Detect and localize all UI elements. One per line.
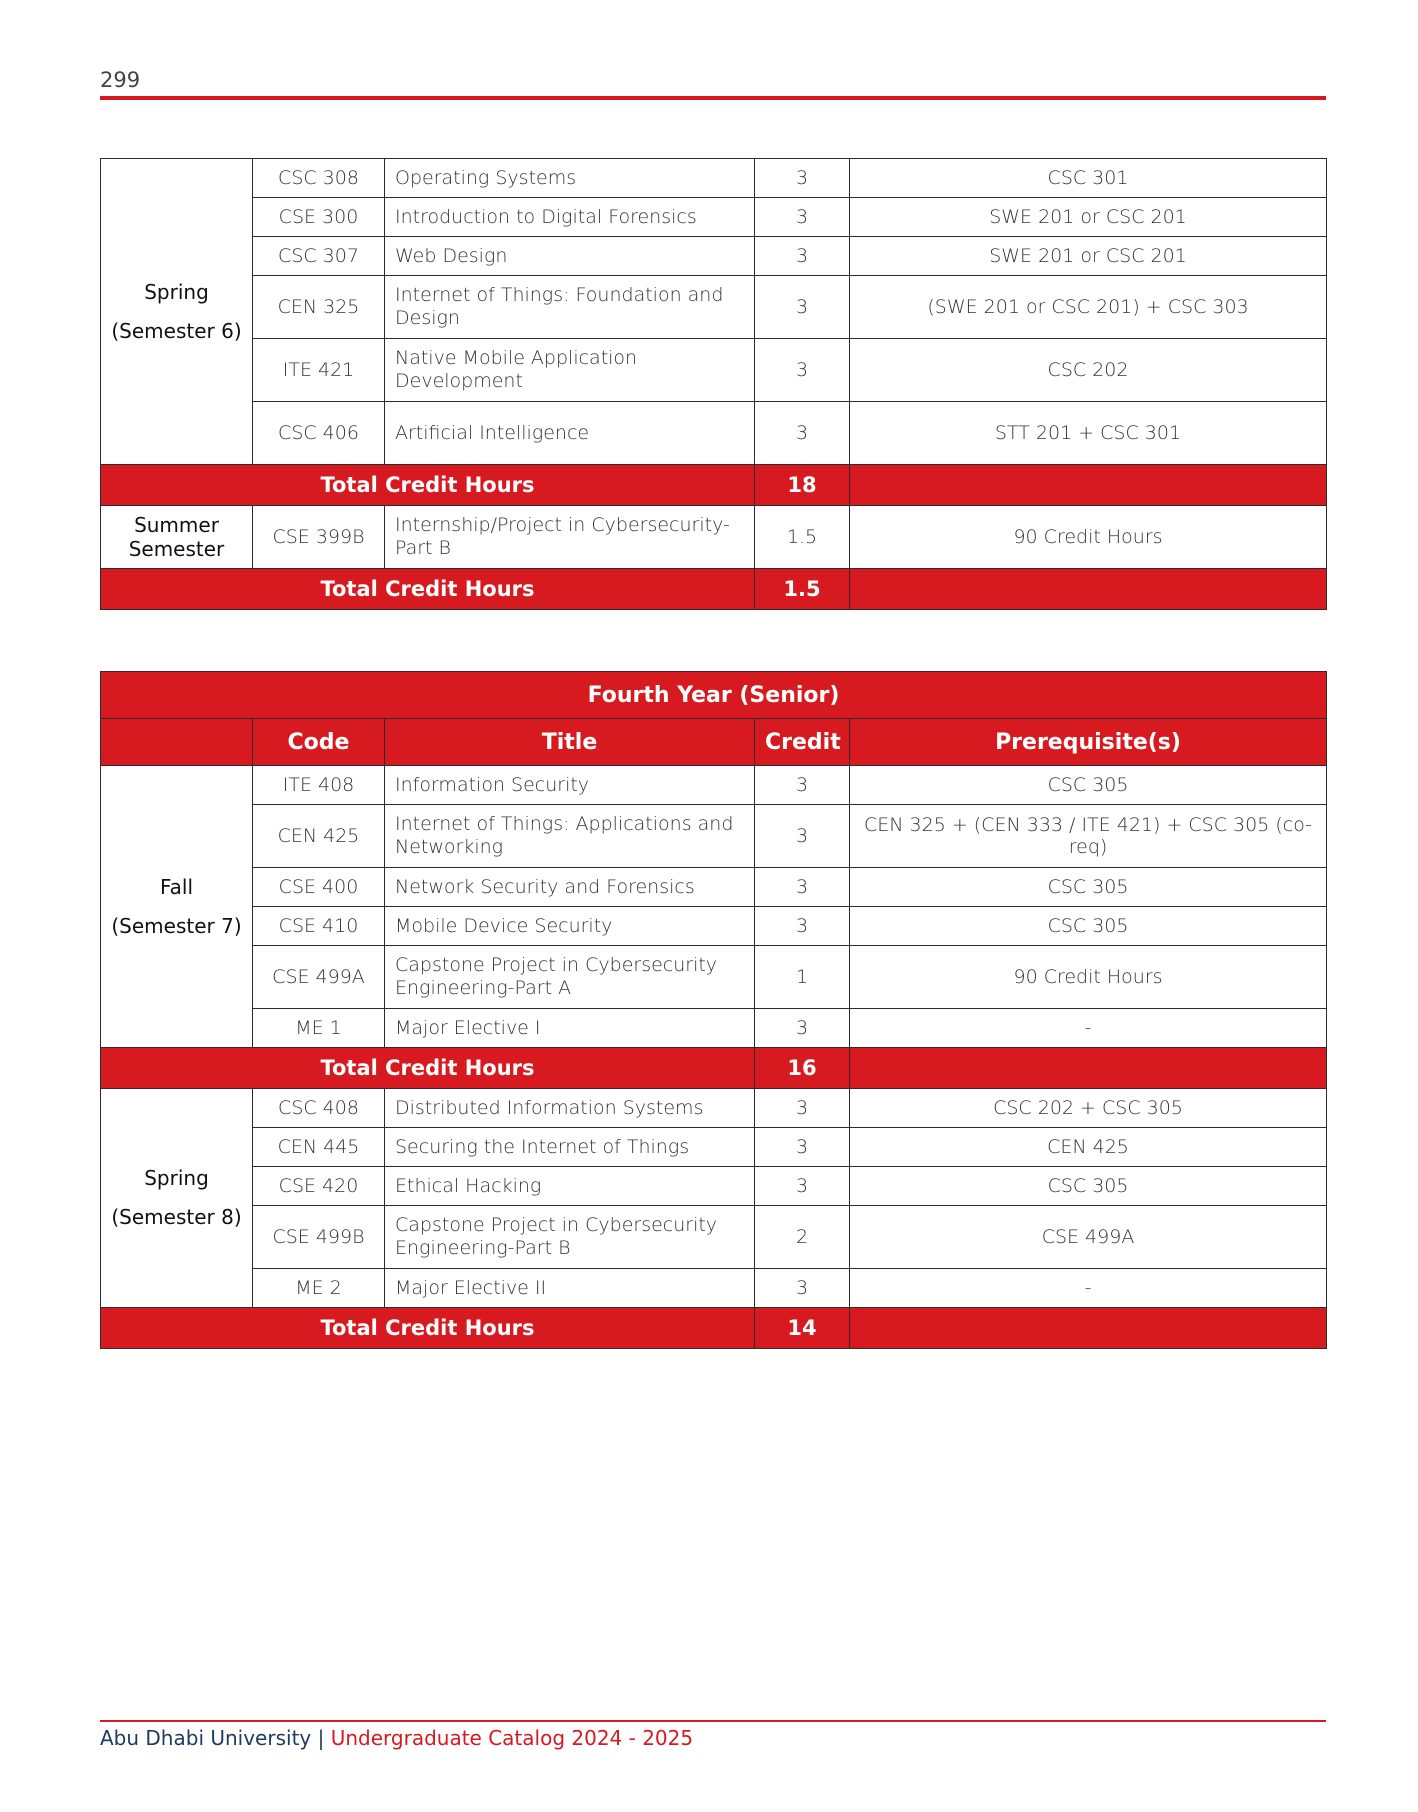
total-value: 14 <box>755 1308 850 1349</box>
course-prerequisite: - <box>850 1009 1327 1048</box>
total-row <box>101 569 1327 610</box>
course-credit: 3 <box>755 159 850 198</box>
course-code: CEN 425 <box>253 805 385 868</box>
course-title: Information Security <box>385 766 755 805</box>
course-prerequisite: CSC 305 <box>850 766 1327 805</box>
course-code: CEN 325 <box>253 276 385 339</box>
table-row <box>101 1128 1327 1167</box>
course-code: CSE 399B <box>253 506 385 569</box>
table-row <box>101 1167 1327 1206</box>
total-row <box>101 1308 1327 1349</box>
course-credit: 1 <box>755 946 850 1009</box>
course-credit: 3 <box>755 766 850 805</box>
course-title: Artificial Intelligence <box>385 402 755 465</box>
course-credit: 2 <box>755 1206 850 1269</box>
course-code: CSE 420 <box>253 1167 385 1206</box>
column-header-code: Code <box>253 719 385 766</box>
semester-label-spring-6: Spring (Semester 6) <box>101 159 253 465</box>
total-value: 16 <box>755 1048 850 1089</box>
course-credit: 3 <box>755 1269 850 1308</box>
course-title: Capstone Project in Cybersecurity Engineering-Part A <box>385 946 755 1009</box>
total-label: Total Credit Hours <box>101 465 755 506</box>
course-prerequisite: (SWE 201 or CSC 201) + CSC 303 <box>850 276 1327 339</box>
table-row <box>101 339 1327 402</box>
course-code: CSE 410 <box>253 907 385 946</box>
course-code: CSE 400 <box>253 868 385 907</box>
column-header-prerequisite: Prerequisite(s) <box>850 719 1327 766</box>
course-title: Native Mobile Application Development <box>385 339 755 402</box>
course-code: CSC 307 <box>253 237 385 276</box>
total-row <box>101 465 1327 506</box>
course-prerequisite: 90 Credit Hours <box>850 946 1327 1009</box>
course-code: CSC 406 <box>253 402 385 465</box>
course-prerequisite: CSC 301 <box>850 159 1327 198</box>
course-credit: 3 <box>755 198 850 237</box>
semester-label-summer: Summer Semester <box>101 506 253 569</box>
course-title: Network Security and Forensics <box>385 868 755 907</box>
table-row <box>101 805 1327 868</box>
table-row <box>101 907 1327 946</box>
table-row <box>101 946 1327 1009</box>
course-prerequisite: SWE 201 or CSC 201 <box>850 198 1327 237</box>
course-code: CSE 300 <box>253 198 385 237</box>
total-row <box>101 1048 1327 1089</box>
course-credit: 3 <box>755 805 850 868</box>
course-prerequisite: 90 Credit Hours <box>850 506 1327 569</box>
course-prerequisite: CEN 425 <box>850 1128 1327 1167</box>
total-blank <box>850 1308 1327 1349</box>
course-prerequisite: CSC 305 <box>850 907 1327 946</box>
course-title: Ethical Hacking <box>385 1167 755 1206</box>
course-credit: 3 <box>755 276 850 339</box>
course-prerequisite: - <box>850 1269 1327 1308</box>
course-credit: 1.5 <box>755 506 850 569</box>
semester-label-spring-8: Spring (Semester 8) <box>101 1089 253 1308</box>
table-row <box>101 198 1327 237</box>
course-prerequisite: CSC 305 <box>850 868 1327 907</box>
table-heading-row <box>101 672 1327 719</box>
course-credit: 3 <box>755 1167 850 1206</box>
course-title: Introduction to Digital Forensics <box>385 198 755 237</box>
course-prerequisite: SWE 201 or CSC 201 <box>850 237 1327 276</box>
course-title: Major Elective II <box>385 1269 755 1308</box>
semester-label-fall-7: Fall (Semester 7) <box>101 766 253 1048</box>
course-title: Major Elective I <box>385 1009 755 1048</box>
fourth-year-table <box>100 671 1327 1349</box>
page-number: 299 <box>100 68 141 92</box>
total-value: 18 <box>755 465 850 506</box>
table-row <box>101 402 1327 465</box>
total-label: Total Credit Hours <box>101 569 755 610</box>
total-label: Total Credit Hours <box>101 1048 755 1089</box>
course-prerequisite: CSC 202 + CSC 305 <box>850 1089 1327 1128</box>
footer-rule <box>100 1720 1326 1722</box>
course-credit: 3 <box>755 339 850 402</box>
course-title: Internet of Things: Applications and Networking <box>385 805 755 868</box>
course-code: CEN 445 <box>253 1128 385 1167</box>
course-code: CSE 499B <box>253 1206 385 1269</box>
table-heading: Fourth Year (Senior) <box>101 672 1327 719</box>
table-row <box>101 1089 1327 1128</box>
course-credit: 3 <box>755 237 850 276</box>
course-credit: 3 <box>755 1009 850 1048</box>
course-credit: 3 <box>755 868 850 907</box>
header-rule <box>100 96 1326 100</box>
third-year-continuation-table <box>100 158 1327 610</box>
course-title: Distributed Information Systems <box>385 1089 755 1128</box>
course-credit: 3 <box>755 1089 850 1128</box>
column-header-semester <box>101 719 253 766</box>
course-title: Operating Systems <box>385 159 755 198</box>
footer <box>100 1726 693 1750</box>
table-row <box>101 1269 1327 1308</box>
table-row <box>101 159 1327 198</box>
course-code: ME 1 <box>253 1009 385 1048</box>
total-blank <box>850 1048 1327 1089</box>
course-code: ITE 408 <box>253 766 385 805</box>
table-row <box>101 766 1327 805</box>
course-title: Internship/Project in Cybersecurity-Part B <box>385 506 755 569</box>
course-prerequisite: STT 201 + CSC 301 <box>850 402 1327 465</box>
table-row <box>101 1009 1327 1048</box>
total-blank <box>850 569 1327 610</box>
course-credit: 3 <box>755 907 850 946</box>
column-header-credit: Credit <box>755 719 850 766</box>
course-prerequisite: CSC 305 <box>850 1167 1327 1206</box>
course-code: CSC 408 <box>253 1089 385 1128</box>
table-row <box>101 237 1327 276</box>
course-title: Securing the Internet of Things <box>385 1128 755 1167</box>
total-blank <box>850 465 1327 506</box>
table-row <box>101 276 1327 339</box>
course-prerequisite: CEN 325 + (CEN 333 / ITE 421) + CSC 305 (co-req) <box>850 805 1327 868</box>
course-prerequisite: CSC 202 <box>850 339 1327 402</box>
course-title: Mobile Device Security <box>385 907 755 946</box>
footer-document-title: Undergraduate Catalog 2024 - 2025 <box>330 1726 694 1750</box>
course-title: Capstone Project in Cybersecurity Engineering-Part B <box>385 1206 755 1269</box>
table-row <box>101 868 1327 907</box>
total-value: 1.5 <box>755 569 850 610</box>
column-header-row <box>101 719 1327 766</box>
course-code: ME 2 <box>253 1269 385 1308</box>
table-row <box>101 1206 1327 1269</box>
column-header-title: Title <box>385 719 755 766</box>
course-credit: 3 <box>755 1128 850 1167</box>
footer-separator: | <box>317 1726 325 1750</box>
course-prerequisite: CSE 499A <box>850 1206 1327 1269</box>
total-label: Total Credit Hours <box>101 1308 755 1349</box>
footer-organization: Abu Dhabi University <box>100 1726 312 1750</box>
table-row <box>101 506 1327 569</box>
course-credit: 3 <box>755 402 850 465</box>
course-title: Web Design <box>385 237 755 276</box>
course-code: CSE 499A <box>253 946 385 1009</box>
course-code: CSC 308 <box>253 159 385 198</box>
course-code: ITE 421 <box>253 339 385 402</box>
course-title: Internet of Things: Foundation and Design <box>385 276 755 339</box>
